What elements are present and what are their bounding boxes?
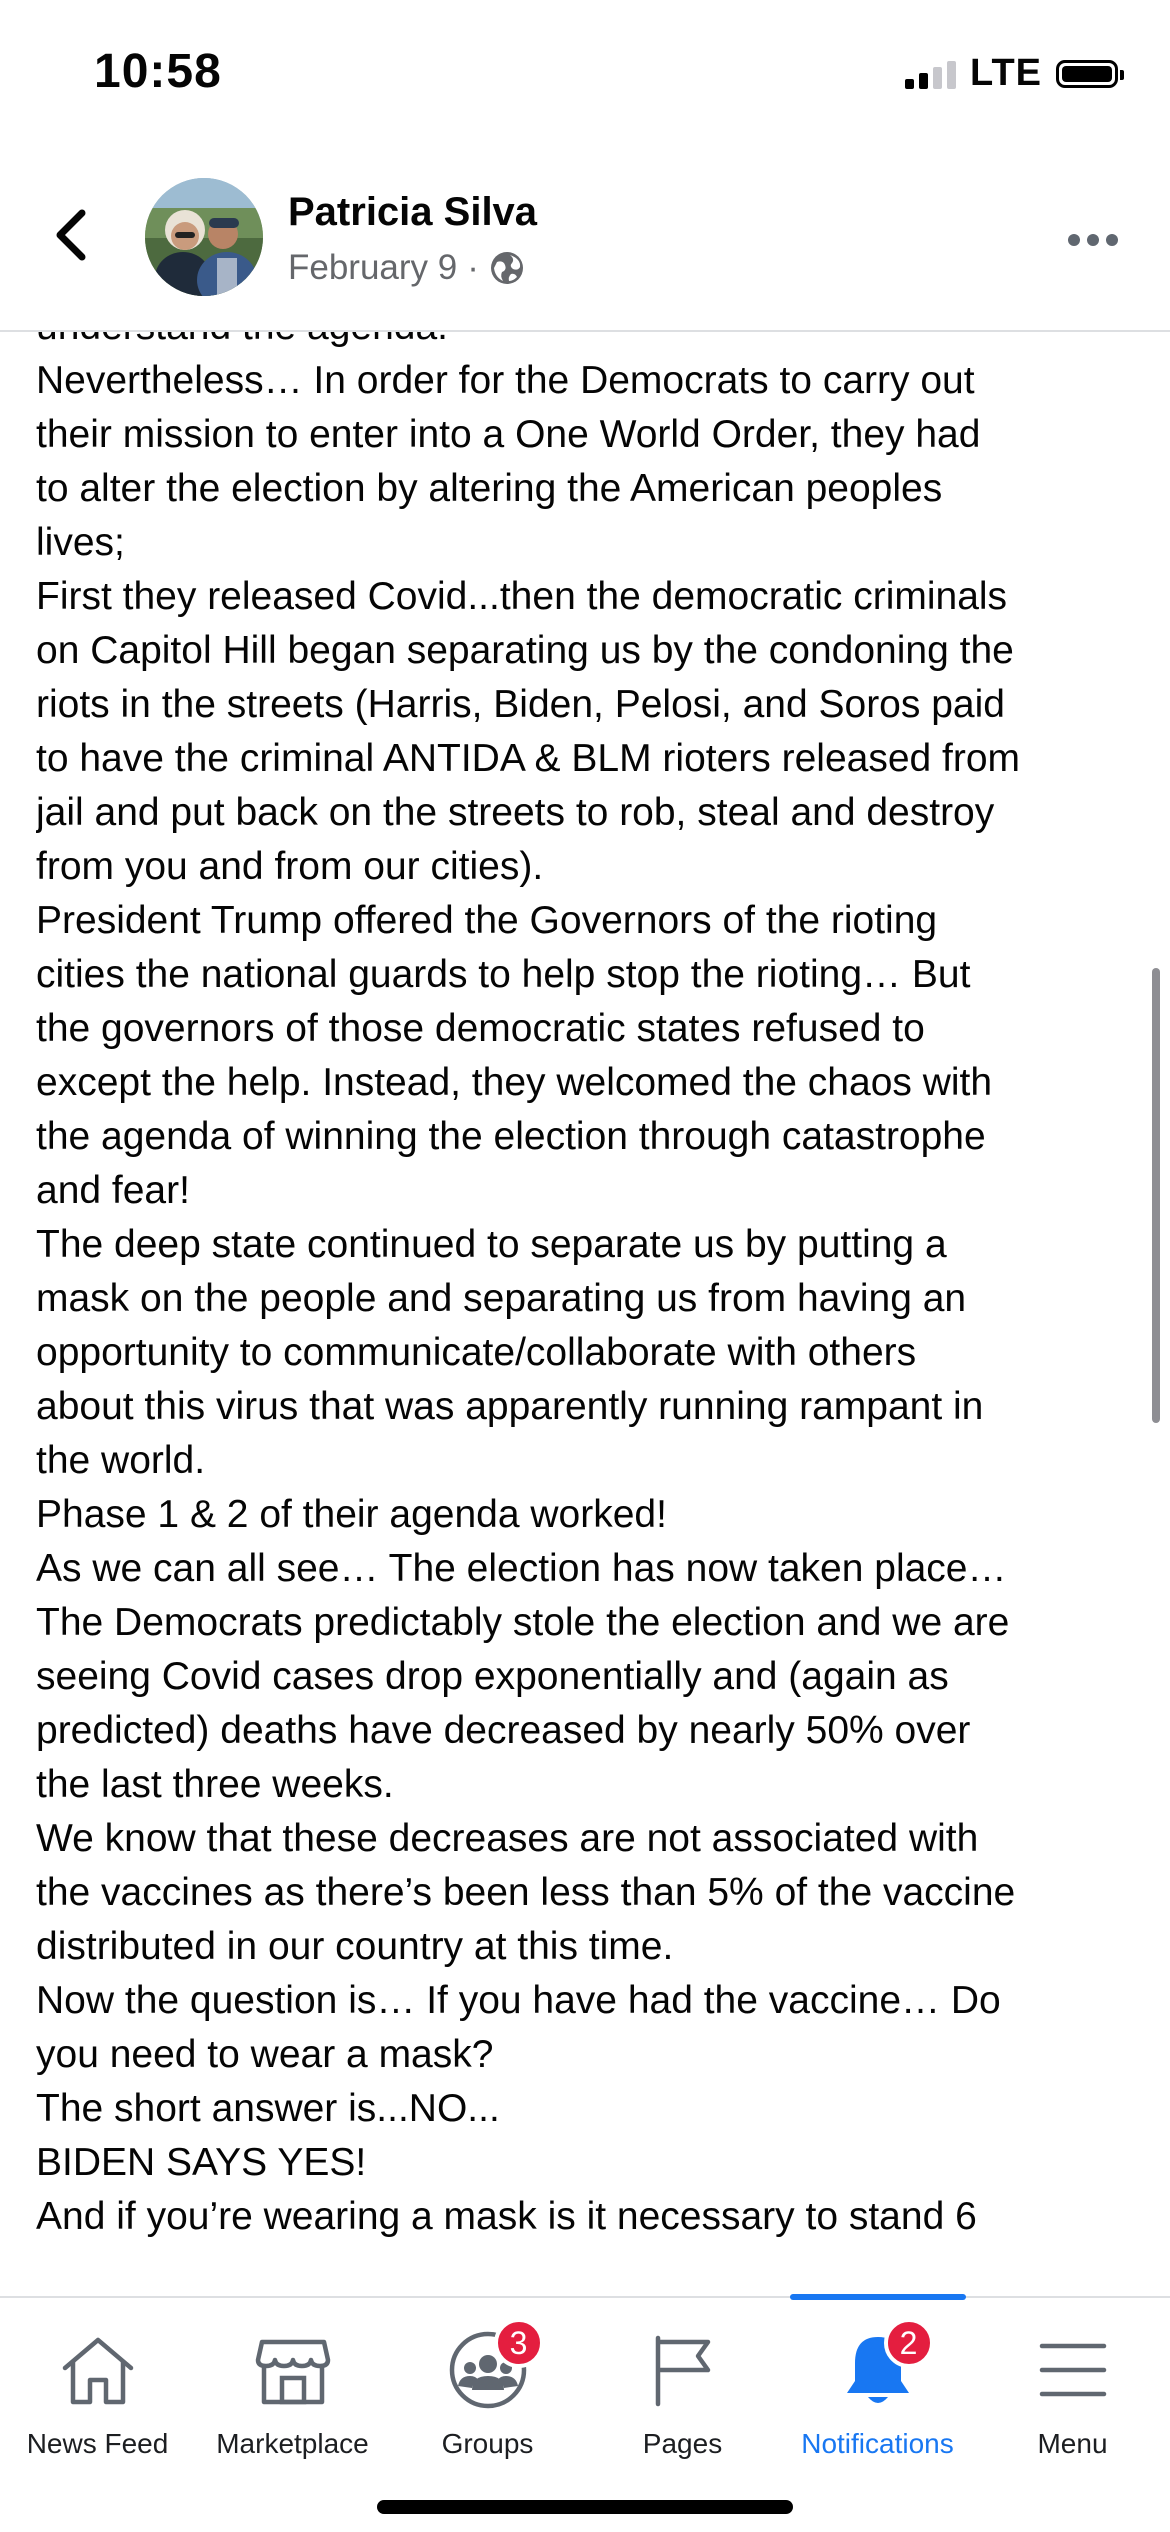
chevron-left-icon [50,207,90,263]
groups-icon [446,2324,530,2412]
post-text-line: The deep state continued to separate us by putting a [36,1223,947,1266]
bell-icon [836,2324,920,2412]
tab-label: Groups [441,2428,534,2459]
post-text-line: to alter the election by altering the American peoples [36,467,943,510]
status-time: 10:58 [94,45,222,98]
home-indicator[interactable] [377,2500,793,2514]
post-text-line: and fear! [36,1169,190,1212]
post-text-line: cities the national guards to help stop the rioting… But [36,953,971,996]
tab-label: Notifications [801,2428,954,2459]
post-text-line: about this virus that was apparently running rampant in [36,1385,984,1428]
avatar[interactable] [145,178,263,296]
post-text-line: the vaccines as there’s been less than 5% of the vaccine [36,1871,1016,1914]
tab-marketplace[interactable] [195,2298,390,2478]
home-icon [56,2328,140,2412]
post-text-line: The Democrats predictably stole the election and we are [36,1601,1010,1644]
post-text-line: riots in the streets (Harris, Biden, Pelosi, and Soros paid [36,683,1005,726]
post-text-line: to have the criminal ANTIDA & BLM rioters released from [36,737,1021,780]
tab-bar [0,2296,1170,2532]
menu-icon [1031,2328,1115,2412]
post-text-line: opportunity to communicate/collaborate with others [36,1331,917,1374]
post-text-line: Now the question is… If you have had the vaccine… Do [36,1979,1001,2022]
more-options-button[interactable] [1058,215,1128,265]
back-button[interactable] [40,200,100,270]
marketplace-icon [251,2328,335,2412]
tab-groups[interactable] [390,2298,585,2478]
post-text-line: the agenda of winning the election through catastrophe [36,1115,986,1158]
cellular-signal-icon [905,59,956,89]
post-text-line: First they released Covid...then the democratic criminals [36,575,1008,618]
battery-icon [1056,60,1118,88]
post-date[interactable]: February 9 [288,248,458,287]
tab-label: News Feed [26,2428,169,2459]
post-text-line: distributed in our country at this time. [36,1925,674,1968]
tab-menu[interactable] [975,2298,1170,2478]
flag-icon [641,2328,725,2412]
status-bar [0,0,1170,150]
post-text-line: you need to wear a mask? [36,2033,494,2076]
post-text-line: on Capitol Hill began separating us by the condoning the [36,629,1014,672]
post-text-line: their mission to enter into a One World Order, they had [36,413,981,456]
author-name[interactable]: Patricia Silva [288,190,538,234]
tab-pages[interactable] [585,2298,780,2478]
post-text-line: We know that these decreases are not associated with [36,1817,979,1860]
tab-notifications[interactable] [780,2298,975,2478]
notifications-badge: 2 [884,2318,934,2368]
meta-separator: · [467,248,479,287]
avatar-photo [145,178,263,296]
tab-label: Pages [642,2428,723,2459]
tab-label: Marketplace [216,2428,369,2459]
post-text-line: As we can all see… The election has now taken place… [36,1547,1007,1590]
network-type: LTE [970,52,1042,94]
post-text-line: lives; [36,521,125,564]
more-horizontal-icon [1067,233,1119,247]
post-text-line: Phase 1 & 2 of their agenda worked! [36,1493,667,1536]
post-text-line: the world. [36,1439,206,1482]
scrollbar[interactable] [1152,968,1160,1423]
post-text-line: from you and from our cities). [36,845,544,888]
post-meta [288,248,525,288]
post-text-line: the last three weeks. [36,1763,394,1806]
groups-badge: 3 [494,2318,544,2368]
post-text-line: jail and put back on the streets to rob, steal and destroy [36,791,995,834]
post-body [36,300,1146,2300]
status-indicators [905,52,1118,95]
post-text-line: Nevertheless… In order for the Democrats to carry out [36,359,975,402]
tab-news-feed[interactable] [0,2298,195,2478]
post-text-line: the governors of those democratic states refused to [36,1007,925,1050]
tab-label: Menu [1037,2428,1108,2459]
post-text-line: seeing Covid cases drop exponentially and (again as [36,1655,949,1698]
post-text-line: predicted) deaths have decreased by nearly 50% over [36,1709,971,1752]
post-text-line: mask on the people and separating us from having an [36,1277,967,1320]
globe-icon [489,250,525,286]
post-text-line: BIDEN SAYS YES! [36,2141,367,2184]
post-text-line: President Trump offered the Governors of the rioting [36,899,938,942]
post-text-line: except the help. Instead, they welcomed the chaos with [36,1061,993,1104]
post-text-line: The short answer is...NO... [36,2087,500,2130]
post-header [0,150,1170,332]
post-text-line: And if you’re wearing a mask is it necessary to stand 6 [36,2195,977,2238]
